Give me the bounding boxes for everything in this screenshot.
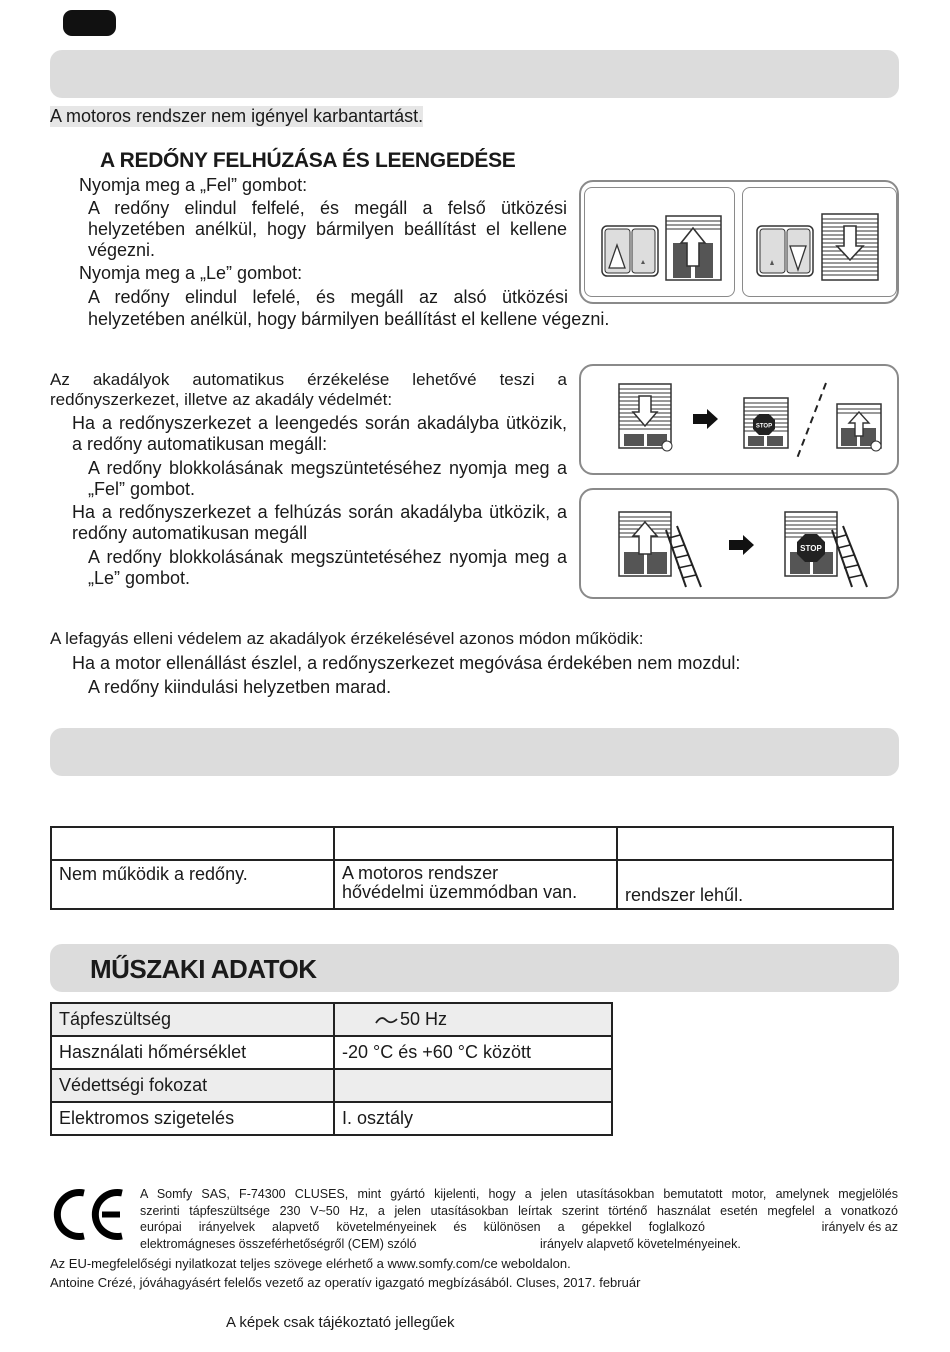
tech-value bbox=[334, 1003, 612, 1036]
obstacle-intro: Az akadályok automatikus érzékelése lehetővé teszi a redőnyszerkezet, illetve az akadály védelmét: bbox=[50, 370, 567, 409]
ce-declaration bbox=[140, 1186, 898, 1252]
cause-line: hővédelmi üzemmódban van. bbox=[342, 882, 578, 902]
problem-cell: Nem működik a redőny. bbox=[51, 860, 334, 909]
table-row bbox=[51, 1036, 612, 1069]
section-header-troubleshooting bbox=[50, 728, 899, 776]
down-result-line2: helyzetében anélkül, hogy bármilyen beállítást el kellene végezni. bbox=[88, 309, 610, 329]
images-disclaimer: A képek csak tájékoztató jellegűek bbox=[226, 1314, 455, 1331]
operation-heading: A REDŐNY FELHÚZÁSA ÉS LEENGEDÉSE bbox=[100, 149, 516, 172]
section-header-maintenance bbox=[50, 50, 899, 98]
down-control-illustration bbox=[743, 188, 897, 296]
declaration-fragment: elektromágneses összeférhetőségről (CEM) szóló bbox=[140, 1236, 417, 1251]
down-result-line1: A redőny elindul lefelé, és megáll az alsó ütközési bbox=[88, 287, 568, 307]
obstacle-up-case: Ha a redőnyszerkezet a felhúzás során akadályba ütközik, a redőny automatikusan megáll bbox=[72, 502, 567, 543]
tech-value: I. osztály bbox=[334, 1102, 612, 1135]
declaration-line bbox=[140, 1219, 898, 1236]
table-row bbox=[51, 1003, 612, 1036]
tech-value: -20 °C és +60 °C között bbox=[334, 1036, 612, 1069]
table-row bbox=[51, 1102, 612, 1135]
frost-result: A redőny kiindulási helyzetben marad. bbox=[88, 677, 392, 697]
table-header-cell bbox=[51, 827, 334, 860]
up-control-illustration bbox=[585, 188, 735, 296]
cause-line: A motoros rendszer bbox=[342, 863, 499, 883]
up-instruction: Nyomja meg a „Fel” gombot: bbox=[79, 175, 308, 195]
table-row bbox=[51, 860, 893, 909]
table-header-cell bbox=[334, 827, 617, 860]
tech-label: Használati hőmérséklet bbox=[51, 1036, 334, 1069]
table-header-row bbox=[51, 827, 893, 860]
declaration-fragment: irányelv és az bbox=[821, 1220, 898, 1234]
technical-data-table bbox=[50, 1002, 613, 1136]
declaration-line: szerinti tápfeszültsége 230 V~50 Hz, a jelen utasításokban leírtak szerint történő használat esetén megfelel a vonatkozó bbox=[140, 1203, 898, 1218]
tech-value bbox=[334, 1069, 612, 1102]
down-control-panel bbox=[742, 187, 897, 297]
tech-label: Tápfeszültség bbox=[51, 1003, 334, 1036]
signature-text: Antoine Crézé, jóváhagyásért felelős vezető az operatív igazgató megbízásából. Cluses, 2017. február bbox=[50, 1275, 641, 1290]
declaration-line bbox=[140, 1236, 898, 1253]
up-result: A redőny elindul felfelé, és megáll a felső ütközési helyzetében anélkül, hogy bármilyen beállítást el kellene végezni. bbox=[88, 198, 567, 260]
frost-intro: A lefagyás elleni védelem az akadályok érzékelésével azonos módon működik: bbox=[50, 629, 644, 648]
down-instruction: Nyomja meg a „Le” gombot: bbox=[79, 263, 303, 283]
maintenance-text: A motoros rendszer nem igényel karbantartást. bbox=[50, 106, 424, 126]
obstacle-up-illustration bbox=[579, 488, 899, 599]
obstacle-up-drawing bbox=[581, 490, 897, 597]
ac-wave-icon bbox=[342, 1011, 400, 1032]
solution-cell: rendszer lehűl. bbox=[617, 860, 893, 909]
frost-case: Ha a motor ellenállást észlel, a redőnyszerkezet megóvása érdekében nem mozdul: bbox=[72, 653, 741, 673]
troubleshooting-table bbox=[50, 826, 894, 910]
declaration-fragment: európai irányelvek alapvető követelményeinek és különösen a gépekkel foglalkozó bbox=[140, 1220, 705, 1234]
cause-cell bbox=[334, 860, 617, 909]
language-tag bbox=[63, 10, 116, 36]
tech-label: Védettségi fokozat bbox=[51, 1069, 334, 1102]
obstacle-down-case: Ha a redőnyszerkezet a leengedés során akadályba ütközik, a redőny automatikusan megáll: bbox=[72, 413, 567, 454]
declaration-line: A Somfy SAS, F-74300 CLUSES, mint gyártó kijelenti, hogy a jelen utasításokban bemutatott motor, amelynek megjelölés bbox=[140, 1187, 898, 1201]
voltage-value: 50 Hz bbox=[400, 1009, 448, 1029]
tech-label: Elektromos szigetelés bbox=[51, 1102, 334, 1135]
stop-sign-label-2: STOP bbox=[800, 544, 822, 553]
obstacle-down-drawing bbox=[581, 366, 897, 473]
ce-mark-icon bbox=[50, 1187, 126, 1242]
operation-illustration bbox=[579, 180, 899, 304]
technical-data-heading: MŰSZAKI ADATOK bbox=[90, 954, 317, 984]
stop-sign-label: STOP bbox=[755, 423, 773, 430]
eu-declaration-text: Az EU-megfelelőségi nyilatkozat teljes szövege elérhető a www.somfy.com/ce weboldalon. bbox=[50, 1256, 571, 1271]
declaration-fragment: irányelv alapvető követelményeinek. bbox=[540, 1236, 741, 1251]
obstacle-down-action: A redőny blokkolásának megszüntetéséhez nyomja meg a „Fel” gombot. bbox=[88, 458, 567, 499]
table-row bbox=[51, 1069, 612, 1102]
obstacle-down-illustration bbox=[579, 364, 899, 475]
obstacle-up-action: A redőny blokkolásának megszüntetéséhez nyomja meg a „Le” gombot. bbox=[88, 547, 567, 588]
table-header-cell bbox=[617, 827, 893, 860]
up-control-panel bbox=[584, 187, 735, 297]
